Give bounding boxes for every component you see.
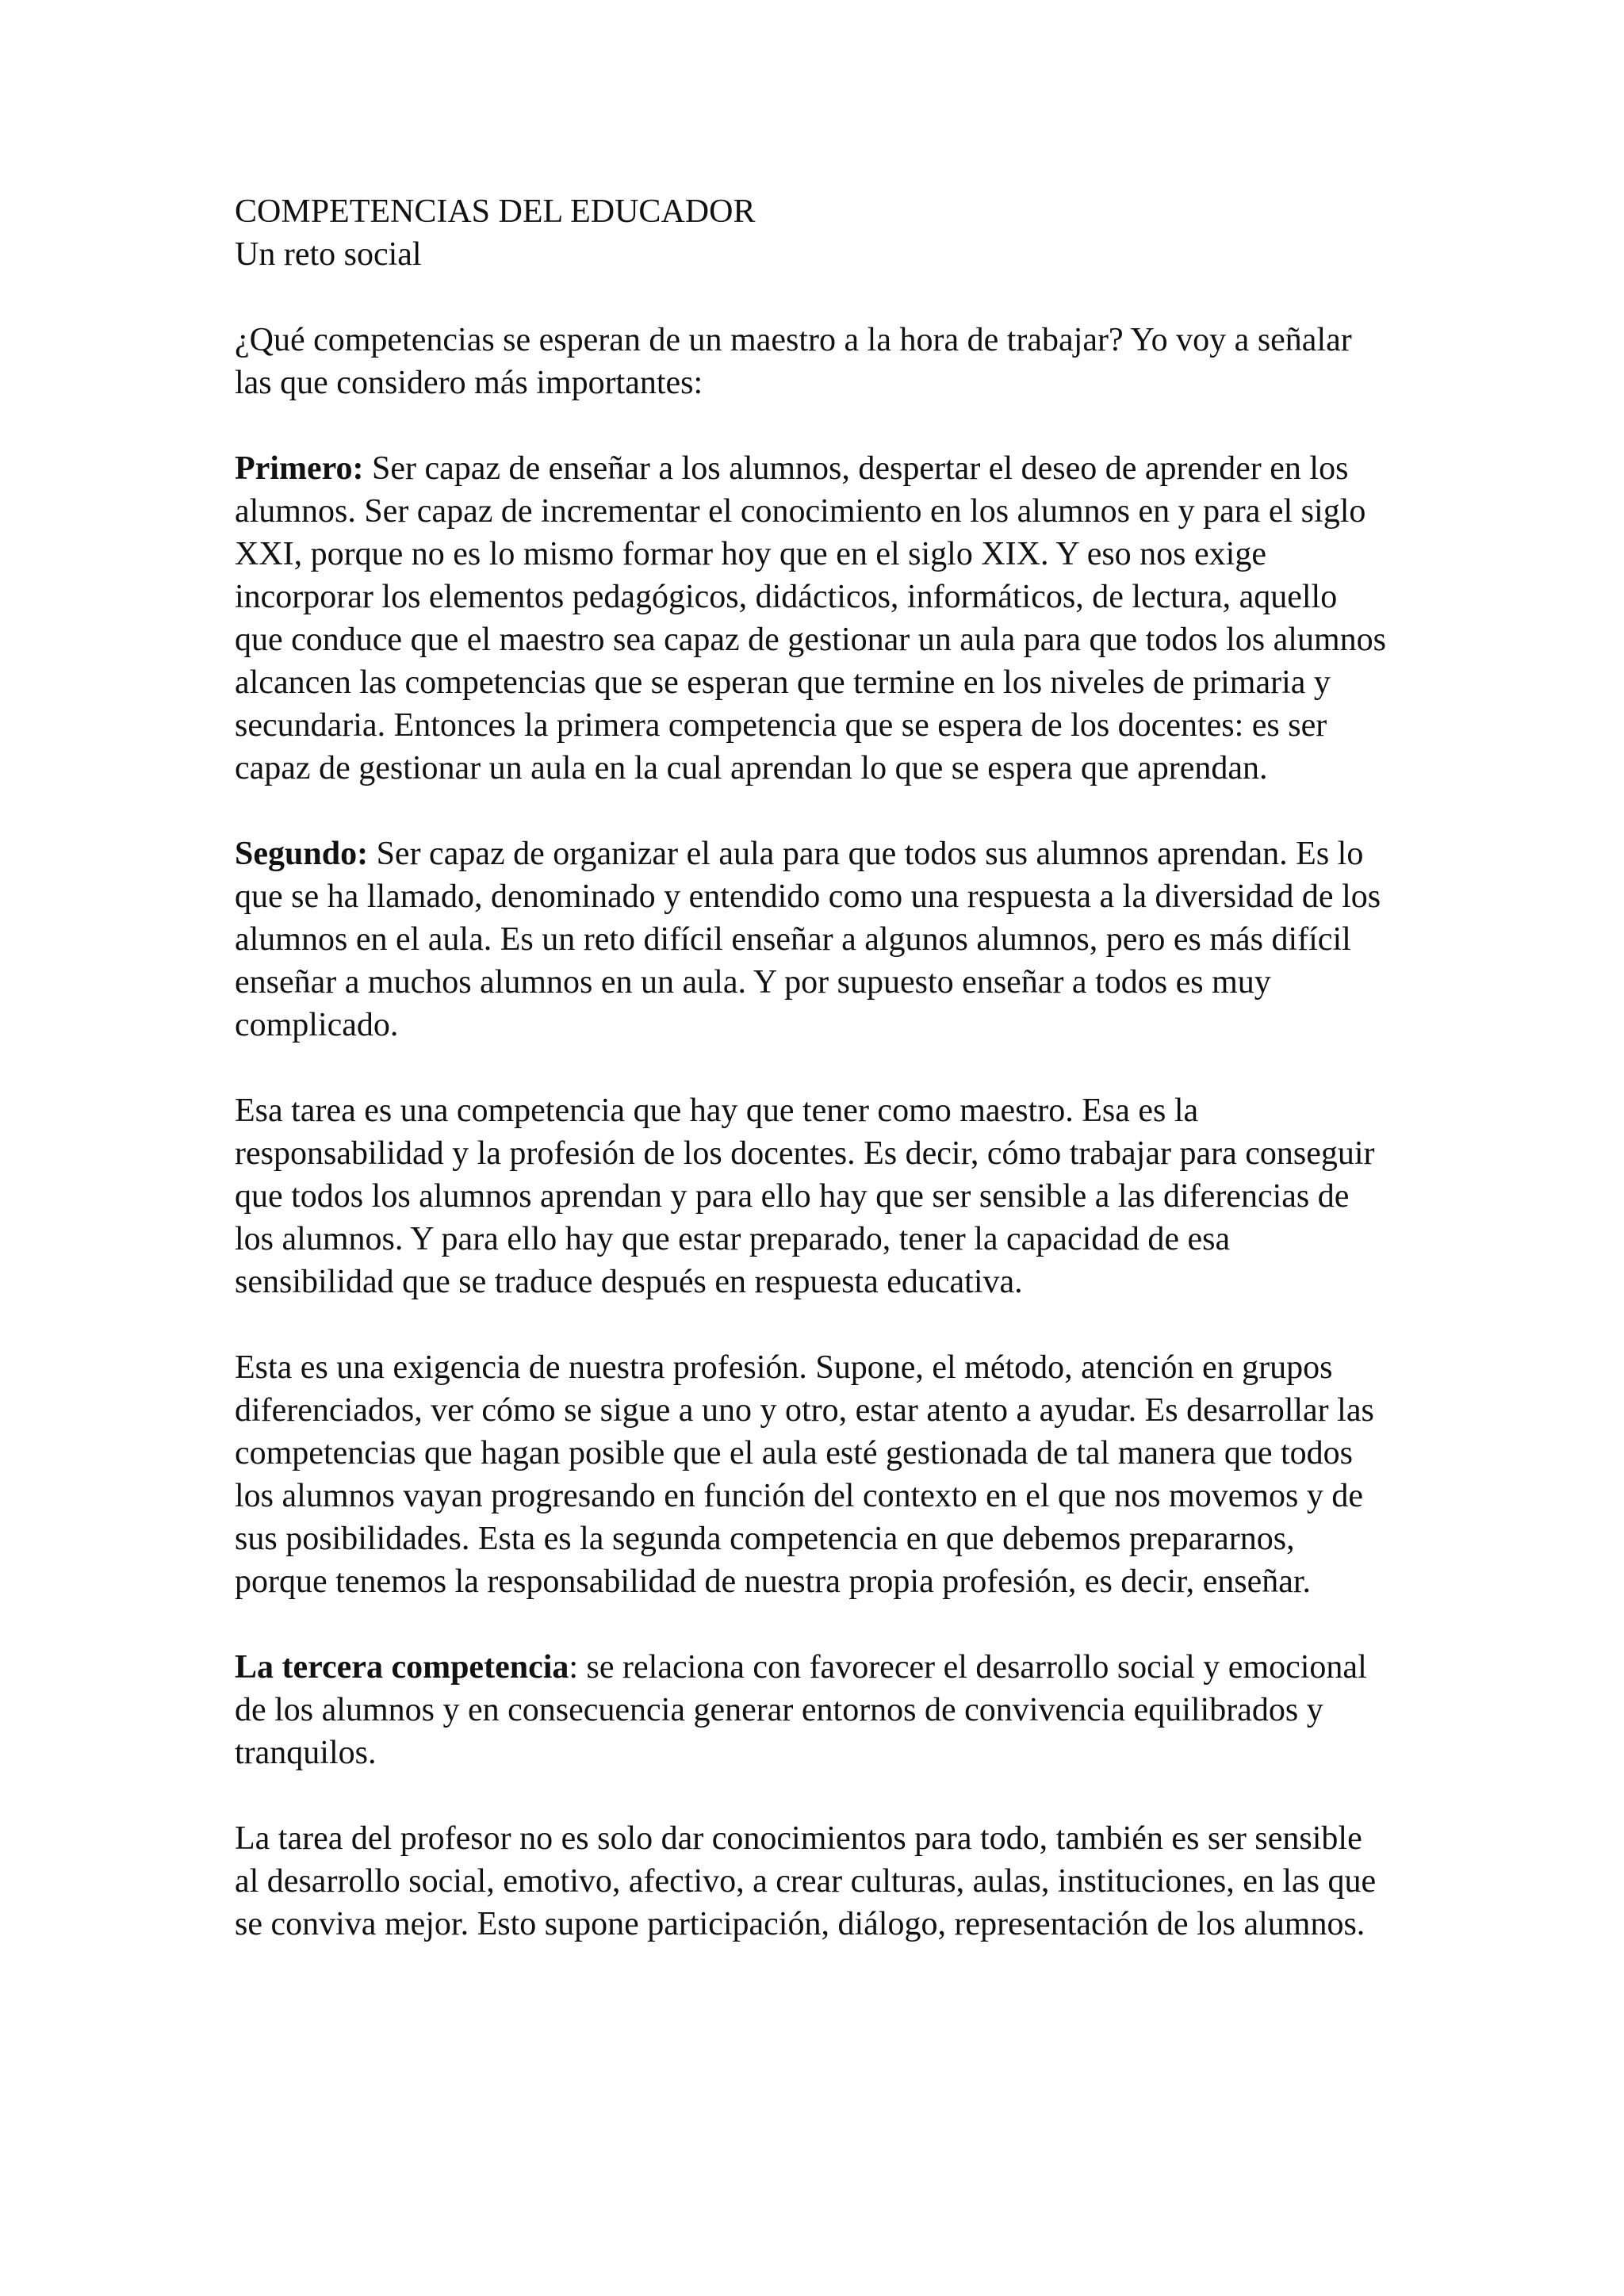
paragraph-primero-lead: Primero: — [235, 450, 364, 487]
paragraph-segundo — [235, 832, 1392, 1047]
paragraph-tercera-lead: La tercera competencia — [235, 1649, 569, 1686]
paragraph-primero — [235, 447, 1392, 790]
paragraph-tercera — [235, 1646, 1392, 1774]
intro-paragraph: ¿Qué competencias se esperan de un maestro a la hora de trabajar? Yo voy a señalar las que considero más importantes: — [235, 322, 1352, 401]
paragraph-tarea-profesor: La tarea del profesor no es solo dar conocimientos para todo, también es ser sensible al desarrollo social, emotivo, afectivo, a crear culturas, aulas, instituciones, en las que se conviva mejor. Esto supone participación, diálogo, representación de los alumnos. — [235, 1820, 1377, 1942]
document-subtitle: Un reto social — [235, 236, 422, 273]
paragraph-segundo-text: Ser capaz de organizar el aula para que todos sus alumnos aprendan. Es lo que se ha llamado, denominado y entendido como una respuesta a la diversidad de los alumnos en el aula. Es un reto difícil enseñar a algunos alumnos, pero es más difícil enseñar a muchos alumnos en un aula. Y por supuesto enseñar a todos es muy complicado. — [235, 836, 1381, 1043]
document-body — [235, 190, 1392, 1946]
paragraph-tercera-text: : se relaciona con favorecer el desarrollo social y emocional de los alumnos y en consecuencia generar entornos de convivencia equilibrados y tranquilos. — [235, 1649, 1367, 1771]
title-block — [235, 190, 1392, 276]
document-title: COMPETENCIAS DEL EDUCADOR — [235, 193, 756, 230]
paragraph-primero-text: Ser capaz de enseñar a los alumnos, despertar el deseo de aprender en los alumnos. Ser capaz de incrementar el conocimiento en los alumnos en y para el siglo XXI, porque no es lo mismo formar hoy que en el siglo XIX. Y eso nos exige incorporar los elementos pedagógicos, didácticos, informáticos, de lectura, aquello que conduce que el maestro sea capaz de gestionar un aula para que todos los alumnos alcancen las competencias que se esperan que termine en los niveles de primaria y secundaria. Entonces la primera competencia que se espera de los docentes: es ser capaz de gestionar un aula en la cual aprendan lo que se espera que aprendan. — [235, 450, 1386, 786]
paragraph-exigencia: Esta es una exigencia de nuestra profesión. Supone, el método, atención en grupos diferenciados, ver cómo se sigue a uno y otro, estar atento a ayudar. Es desarrollar las competencias que hagan posible que el aula esté gestionada de tal manera que todos los alumnos vayan progresando en función del contexto en el que nos movemos y de sus posibilidades. Esta es la segunda competencia en que debemos prepararnos, porque tenemos la responsabilidad de nuestra propia profesión, es decir, enseñar. — [235, 1349, 1374, 1600]
paragraph-segundo-lead: Segundo: — [235, 836, 369, 872]
paragraph-esa-tarea: Esa tarea es una competencia que hay que tener como maestro. Esa es la responsabilidad y la profesión de los docentes. Es decir, cómo trabajar para conseguir que todos los alumnos aprendan y para ello hay que ser sensible a las diferencias de los alumnos. Y para ello hay que estar preparado, tener la capacidad de esa sensibilidad que se traduce después en respuesta educativa. — [235, 1093, 1375, 1300]
